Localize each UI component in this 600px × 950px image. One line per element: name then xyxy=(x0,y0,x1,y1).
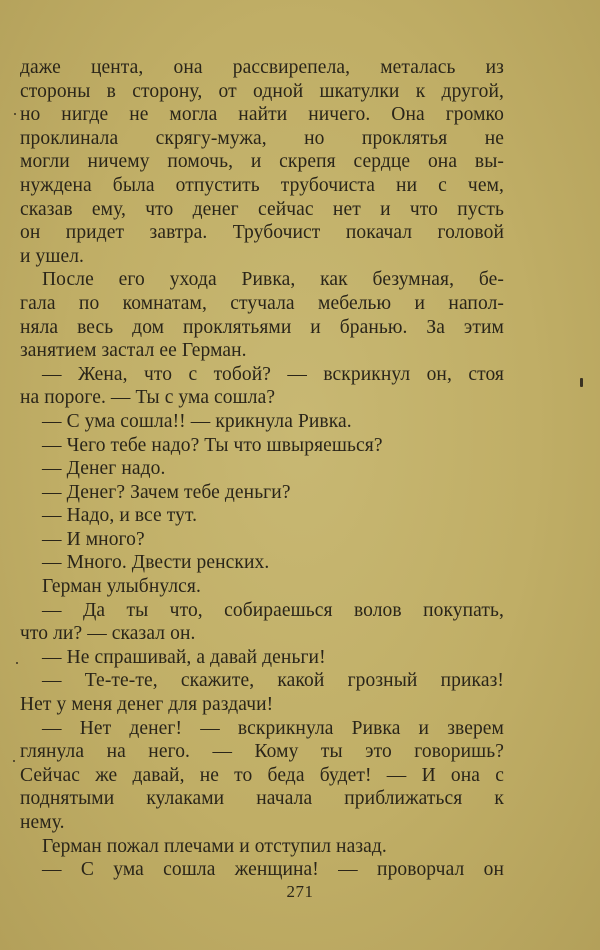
text-line: нему. xyxy=(20,812,65,833)
text-line: гала по комнатам, стучала мебелью и напол- xyxy=(20,292,504,314)
text-line: он придет завтра. Трубочист покачал головой xyxy=(20,222,504,244)
text-line: Герман улыбнулся. xyxy=(42,576,201,598)
text-line: — Денег надо. xyxy=(42,458,166,480)
text-line: — С ума сошла!! — крикнула Ривка. xyxy=(42,410,352,432)
print-speck xyxy=(13,760,15,762)
body-text xyxy=(20,56,504,882)
text-line: — Те-те-те, скажите, какой грозный приказ! xyxy=(42,670,504,692)
text-line: — Да ты что, собираешься волов покупать, xyxy=(42,599,504,621)
text-line: на пороге. — Ты с ума сошла? xyxy=(20,387,276,409)
text-line: даже цента, она рассвирепела, металась из xyxy=(20,57,504,78)
text-line: занятием застал ее Герман. xyxy=(20,340,247,362)
print-speck xyxy=(580,378,583,387)
text-line: — Денег? Зачем тебе деньги? xyxy=(42,481,291,503)
text-line: но нигде не могла найти ничего. Она громко xyxy=(20,104,504,126)
text-line: — Нет денег! — вскрикнула Ривка и зверем xyxy=(42,717,504,739)
text-line: — Не спрашивай, а давай деньги! xyxy=(42,646,326,668)
text-line: Сейчас же давай, не то беда будет! — И она с xyxy=(20,764,504,786)
print-speck xyxy=(16,662,18,664)
page-number: 271 xyxy=(286,882,314,901)
text-line: глянула на него. — Кому ты это говоришь? xyxy=(20,741,504,763)
text-line: поднятыми кулаками начала приближаться к xyxy=(20,788,504,810)
text-line: — И много? xyxy=(42,528,145,550)
text-line: — Много. Двести ренских. xyxy=(42,552,270,574)
text-line: Герман пожал плечами и отступил назад. xyxy=(42,835,387,857)
print-speck xyxy=(14,113,16,115)
text-line: нуждена была отпустить трубочиста ни с чем, xyxy=(20,174,504,196)
text-line: — Надо, и все тут. xyxy=(42,505,198,527)
text-line: стороны в сторону, от одной шкатулки к другой, xyxy=(20,80,504,102)
text-line: и ушел. xyxy=(20,245,85,267)
text-line: — С ума сошла женщина! — проворчал он xyxy=(42,859,504,881)
text-line: — Жена, что с тобой? — вскрикнул он, стоя xyxy=(42,363,504,385)
text-line: сказав ему, что денег сейчас нет и что пусть xyxy=(20,198,504,220)
text-line: что ли? — сказал он. xyxy=(20,623,196,645)
text-line: Нет у меня денег для раздачи! xyxy=(20,694,274,716)
text-line: няла весь дом проклятьями и бранью. За этим xyxy=(20,316,504,338)
text-line: После его ухода Ривка, как безумная, бе- xyxy=(42,269,504,291)
text-line: проклинала скрягу-мужа, но проклятья не xyxy=(20,127,504,149)
text-line: могли ничему помочь, и скрепя сердце она вы- xyxy=(20,151,504,173)
text-line: — Чего тебе надо? Ты что швыряешься? xyxy=(42,434,383,456)
